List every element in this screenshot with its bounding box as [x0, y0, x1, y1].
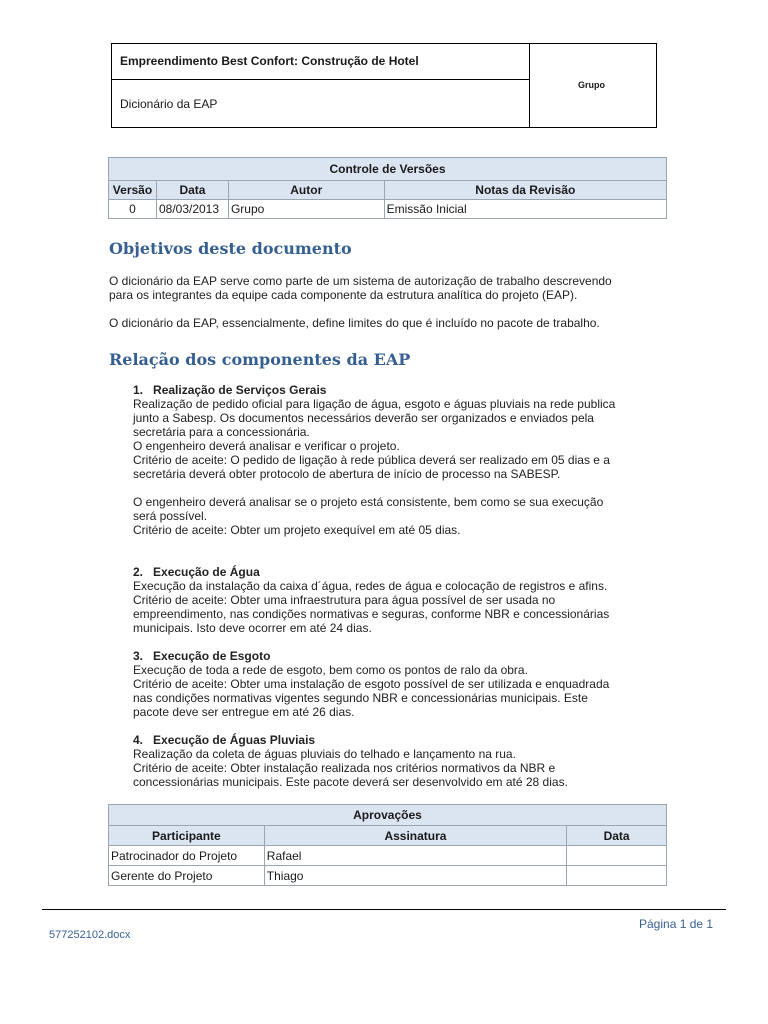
- description-line: Critério de aceite: Obter instalação realizada nos critérios normativos da NBR e: [133, 761, 556, 775]
- component-name: Execução de Água: [153, 565, 260, 579]
- description-line: junto a Sabesp. Os documentos necessários deverão ser organizados e enviados pela: [133, 411, 594, 425]
- table-row: [109, 846, 667, 866]
- component-name: Realização de Serviços Gerais: [153, 383, 327, 397]
- component-description: [133, 663, 609, 719]
- component-title: [133, 649, 270, 663]
- header-left-cell: [112, 44, 530, 127]
- column-header-author: Autor: [228, 181, 384, 200]
- date-cell: [567, 846, 667, 866]
- document-header-box: [111, 43, 657, 128]
- description-line: será possível.: [133, 509, 208, 523]
- header-title-row: [112, 44, 530, 80]
- description-line: Critério de aceite: O pedido de ligação à rede pública deverá ser realizado em 05 dias e a: [133, 453, 610, 467]
- group-label: Grupo: [578, 80, 605, 90]
- component-name: Execução de Águas Pluviais: [153, 733, 316, 747]
- description-line: Execução da instalação da caixa d´água, redes de água e colocação de registros e afins.: [133, 579, 608, 593]
- revision-notes-cell: Emissão Inicial: [384, 200, 666, 219]
- component-title: [133, 383, 326, 397]
- participant-cell: Gerente do Projeto: [109, 866, 265, 886]
- approvals-table: [108, 804, 667, 886]
- project-title: Empreendimento Best Confort: Construção de Hotel: [120, 54, 419, 68]
- description-line: Realização de pedido oficial para ligação de água, esgoto e águas pluviais na rede publica: [133, 397, 616, 411]
- description-line: Critério de aceite: Obter um projeto exequível em até 05 dias.: [133, 523, 461, 537]
- author-cell: Grupo: [228, 200, 384, 219]
- signature-cell: Thiago: [264, 866, 566, 886]
- page-number: Página 1 de 1: [639, 917, 714, 931]
- objectives-heading: Objetivos deste documento: [109, 239, 352, 258]
- column-header-participant: Participante: [109, 826, 265, 846]
- component-number: 3.: [133, 649, 144, 663]
- column-header-signature: Assinatura: [264, 826, 566, 846]
- paragraph-line: O dicionário da EAP serve como parte de um sistema de autorização de trabalho descrevendo: [109, 274, 612, 288]
- signature-cell: Rafael: [264, 846, 566, 866]
- table-row: [109, 866, 667, 886]
- component-description: [133, 579, 609, 635]
- description-line: O engenheiro deverá analisar e verificar o projeto.: [133, 439, 400, 453]
- component-title: [133, 733, 315, 747]
- column-header-revision-notes: Notas da Revisão: [384, 181, 666, 200]
- version-control-table: [108, 157, 667, 219]
- date-cell: 08/03/2013: [156, 200, 228, 219]
- component-number: 1.: [133, 383, 144, 397]
- description-line: nas condições normativas vigentes segundo NBR e concessionárias municipais. Este: [133, 691, 588, 705]
- component-description: [133, 747, 568, 789]
- footer-divider: [42, 909, 726, 910]
- component-description: [133, 397, 615, 537]
- description-line: Realização da coleta de águas pluviais do telhado e lançamento na rua.: [133, 747, 516, 761]
- date-cell: [567, 866, 667, 886]
- description-line: pacote deve ser entregue em até 26 dias.: [133, 705, 355, 719]
- component-number: 2.: [133, 565, 144, 579]
- file-name: 577252102.docx: [49, 929, 131, 941]
- component-title: [133, 565, 260, 579]
- description-line: Execução de toda a rede de esgoto, bem como os pontos de ralo da obra.: [133, 663, 528, 677]
- approvals-title: Aprovações: [109, 805, 667, 826]
- paragraph-line: para os integrantes da equipe cada componente da estrutura analítica do projeto (EAP).: [109, 288, 578, 302]
- description-line: Critério de aceite: Obter uma infraestrutura para água possível de ser usada no: [133, 593, 556, 607]
- table-row: [109, 200, 667, 219]
- description-line: empreendimento, nas condições normativas e seguras, conforme NBR e concessionárias: [133, 607, 610, 621]
- version-cell: 0: [109, 200, 157, 219]
- components-heading: Relação dos componentes da EAP: [109, 350, 411, 369]
- objectives-paragraph-2: O dicionário da EAP, essencialmente, define limites do que é incluído no pacote de trabalho.: [109, 316, 600, 330]
- component-number: 4.: [133, 733, 144, 747]
- blank-line: [133, 481, 615, 495]
- description-line: O engenheiro deverá analisar se o projeto está consistente, bem como se sua execução: [133, 495, 604, 509]
- description-line: concessionárias municipais. Este pacote deverá ser desenvolvido em até 28 dias.: [133, 775, 568, 789]
- version-control-title: Controle de Versões: [109, 158, 667, 181]
- description-line: Critério de aceite: Obter uma instalação de esgoto possível de ser utilizada e enquadrada: [133, 677, 610, 691]
- description-line: secretária deverá obter protocolo de abertura de início de processo na SABESP.: [133, 467, 561, 481]
- column-header-date: Data: [567, 826, 667, 846]
- objectives-paragraph-1: [109, 274, 612, 302]
- description-line: municipais. Isto deve ocorrer em até 24 dias.: [133, 621, 372, 635]
- column-header-date: Data: [156, 181, 228, 200]
- description-line: secretária para a concessionária.: [133, 425, 310, 439]
- column-header-version: Versão: [109, 181, 157, 200]
- document-title: Dicionário da EAP: [120, 97, 218, 111]
- participant-cell: Patrocinador do Projeto: [109, 846, 265, 866]
- component-name: Execução de Esgoto: [153, 649, 271, 663]
